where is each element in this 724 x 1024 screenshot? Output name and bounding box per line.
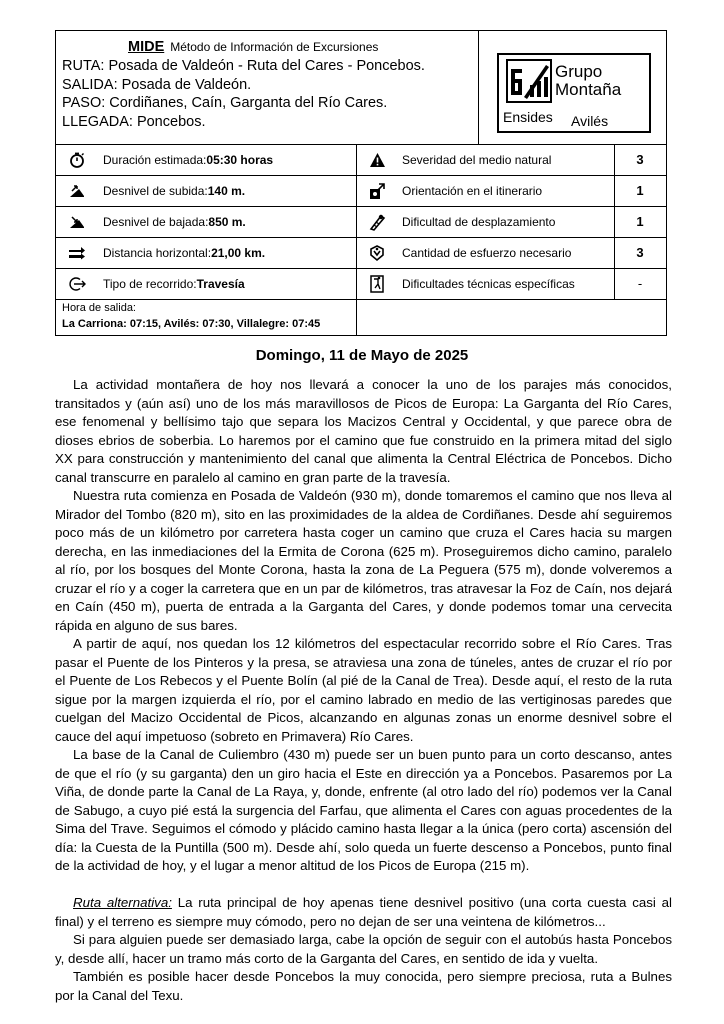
departure-times: La Carriona: 07:15, Avilés: 07:30, Villalegre: 07:45 bbox=[62, 318, 321, 330]
departure-label: Hora de salida: bbox=[62, 302, 136, 314]
stopwatch-icon bbox=[69, 152, 85, 168]
distance-value: 21,00 km. bbox=[211, 245, 266, 260]
paragraph: La actividad montañera de hoy nos llevará a conocer la uno de los parajes más conocidos, transitados y (aún así) uno de los más maravillosos de Picos de Europa: La Garganta del Río Cares, ese fenomenal y bellísimo tajo que separa los Macizos Central y Occidental, y que parece obra de dioses ebrios de soberbia. Lo haremos por el camino que fue construido en la primera mitad del siglo XX para construcción y mantenimiento del canal que alimenta la Central Eléctrica de Poncebos. Dicho canal transcurre en paralelo al camino en gran parte de la travesía. bbox=[55, 377, 672, 485]
alternative-text: La ruta principal de hoy apenas tiene desnivel positivo (una corta cuesta casi al final) y el terreno es siempre muy cómodo, pero no dejan de ser una veintena de kilómetros... bbox=[55, 895, 672, 929]
logo-text-ensides: Ensides bbox=[503, 109, 553, 125]
logo-text-montana: Montaña bbox=[555, 80, 622, 99]
alternative-paragraph bbox=[55, 894, 672, 931]
effort-icon bbox=[368, 244, 386, 262]
ascent-value: 140 m. bbox=[207, 183, 246, 198]
mide-row bbox=[56, 237, 666, 269]
activity-date: Domingo, 11 de Mayo de 2025 bbox=[255, 347, 469, 364]
mide-subtitle: Método de Información de Excursiones bbox=[170, 40, 379, 54]
paragraph: Nuestra ruta comienza en Posada de Valdeón (930 m), donde tomaremos el camino que nos lleva al Mirador del Tombo (820 m), sito en las proximidades de la aldea de Cordiñanes. Desde ahí seguiremos poco más de un kilómetro por carretera hasta coger un camino que cruza el Cares hacia su margen derecha, en las inmediaciones del la Ermita de Corona (625 m). Proseguiremos dicho camino, paralelo al río, por los bosques del Monte Corona, hasta la zona de La Peguera (575 m), donde volveremos a cruzar el río y a coger la carretera que en un par de kilómetros, tras atravesar la Foz de Caín, nos dejará en Caín (450 m), puerta de entrada a la Garganta del Cares, y donde podemos tomar una cervecita rápida en alguno de sus bares. bbox=[55, 488, 672, 633]
club-logo-box bbox=[478, 31, 666, 144]
severity-label: Severidad del medio natural bbox=[402, 152, 552, 167]
orientation-value: 1 bbox=[636, 183, 644, 198]
mide-row bbox=[56, 175, 666, 207]
duration-label: Duración estimada: bbox=[103, 152, 207, 167]
warning-icon bbox=[369, 152, 386, 168]
paragraph: Si para alguien puede ser demasiado larga, cabe la opción de seguir con el autobús hasta Poncebos y, desde allí, hacer un tramo más corto de la Garganta del Cares, en sentido de ida y vuelta. bbox=[55, 932, 672, 966]
duration-value: 05:30 horas bbox=[206, 152, 274, 167]
mide-header bbox=[56, 31, 666, 145]
technical-label: Dificultades técnicas específicas bbox=[402, 276, 575, 291]
displacement-label: Dificultad de desplazamiento bbox=[402, 214, 556, 229]
descent-icon bbox=[69, 215, 85, 229]
club-logo-mark-icon bbox=[506, 59, 552, 103]
route-llegada: LLEGADA: Poncebos. bbox=[62, 113, 206, 130]
route-salida: SALIDA: Posada de Valdeón. bbox=[62, 76, 252, 93]
mide-row bbox=[56, 206, 666, 238]
route-paso: PASO: Cordiñanes, Caín, Garganta del Río Cares. bbox=[62, 95, 388, 111]
effort-value: 3 bbox=[636, 245, 644, 260]
alternative-label: Ruta alternativa: bbox=[73, 895, 172, 910]
footprint-icon bbox=[368, 213, 386, 231]
orientation-icon bbox=[368, 182, 386, 200]
paragraph: También es posible hacer desde Poncebos la muy conocida, pero siempre preciosa, ruta a Bulnes por la Canal del Texu. bbox=[55, 969, 672, 1003]
article-body bbox=[55, 376, 672, 1005]
distance-arrows-icon bbox=[68, 246, 86, 260]
descent-label: Desnivel de bajada: bbox=[103, 214, 209, 229]
mide-row bbox=[56, 268, 666, 300]
paragraph: La base de la Canal de Culiembro (430 m) puede ser un buen punto para un corto descanso, antes de que el río (y su garganta) den un giro hacia el Este en dirección ya a Poncebos. Pasaremos por La Viña, de donde parte la Canal de La Raya, y, donde, enfrente (al otro lado del río) podemos ver la Canal de Sabugo, a cuyo pié está la surgencia del Farfau, que alimenta el Cares con aguas procedentes de la Sima del Trave. Seguimos el cómodo y plácido camino hasta llegar a la única (pero corta) ascensión del día: la Cuesta de la Puntilla (500 m). Desde ahí, solo queda un fuerte descenso a Poncebos, punto final de la actividad de hoy, y el lugar a menor altitud de los Picos de Europa (215 m). bbox=[55, 747, 672, 873]
distance-label: Distancia horizontal: bbox=[103, 245, 212, 260]
logo-text-aviles: Avilés bbox=[571, 113, 609, 129]
route-ruta: RUTA: Posada de Valdeón - Ruta del Cares - Poncebos. bbox=[62, 58, 425, 74]
mide-row bbox=[56, 144, 666, 176]
effort-label: Cantidad de esfuerzo necesario bbox=[402, 245, 572, 260]
paragraph: A partir de aquí, nos quedan los 12 kilómetros del espectacular recorrido sobre el Río Cares. Tras pasar el Puente de los Pinteros y la presa, se atraviesa una zona de túneles, antes de cruzar el río por el Puente de Los Rebecos y el Puente Bolín (al pié de la Canal de Trea). Desde aquí, el resto de la ruta sigue por la margen izquierda el río, por el camino labrado en medio de las vertiginosas paredes que cuelgan del Macizo Occidental de Picos, alcanzando en algunas zonas un enorme desnivel sobre el cauce del aquí impetuoso (sobreto en Primavera) Río Cares. bbox=[55, 636, 672, 744]
departure-row bbox=[56, 299, 666, 335]
route-type-value: Travesía bbox=[196, 276, 245, 291]
severity-value: 3 bbox=[636, 152, 644, 167]
technical-value: - bbox=[637, 276, 643, 291]
logo-text-grupo: Grupo bbox=[555, 62, 603, 81]
mide-title bbox=[128, 37, 472, 57]
ascent-label: Desnivel de subida: bbox=[103, 183, 208, 198]
route-type-label: Tipo de recorrido: bbox=[103, 276, 197, 291]
displacement-value: 1 bbox=[636, 214, 644, 229]
route-info bbox=[62, 37, 472, 131]
orientation-label: Orientación en el itinerario bbox=[402, 183, 543, 198]
descent-value: 850 m. bbox=[208, 214, 246, 229]
club-logo bbox=[497, 53, 651, 133]
technical-icon bbox=[369, 275, 385, 293]
ascent-icon bbox=[69, 184, 85, 198]
route-type-icon bbox=[68, 276, 86, 292]
mide-table bbox=[55, 30, 667, 336]
mide-label: MIDE bbox=[128, 39, 165, 55]
